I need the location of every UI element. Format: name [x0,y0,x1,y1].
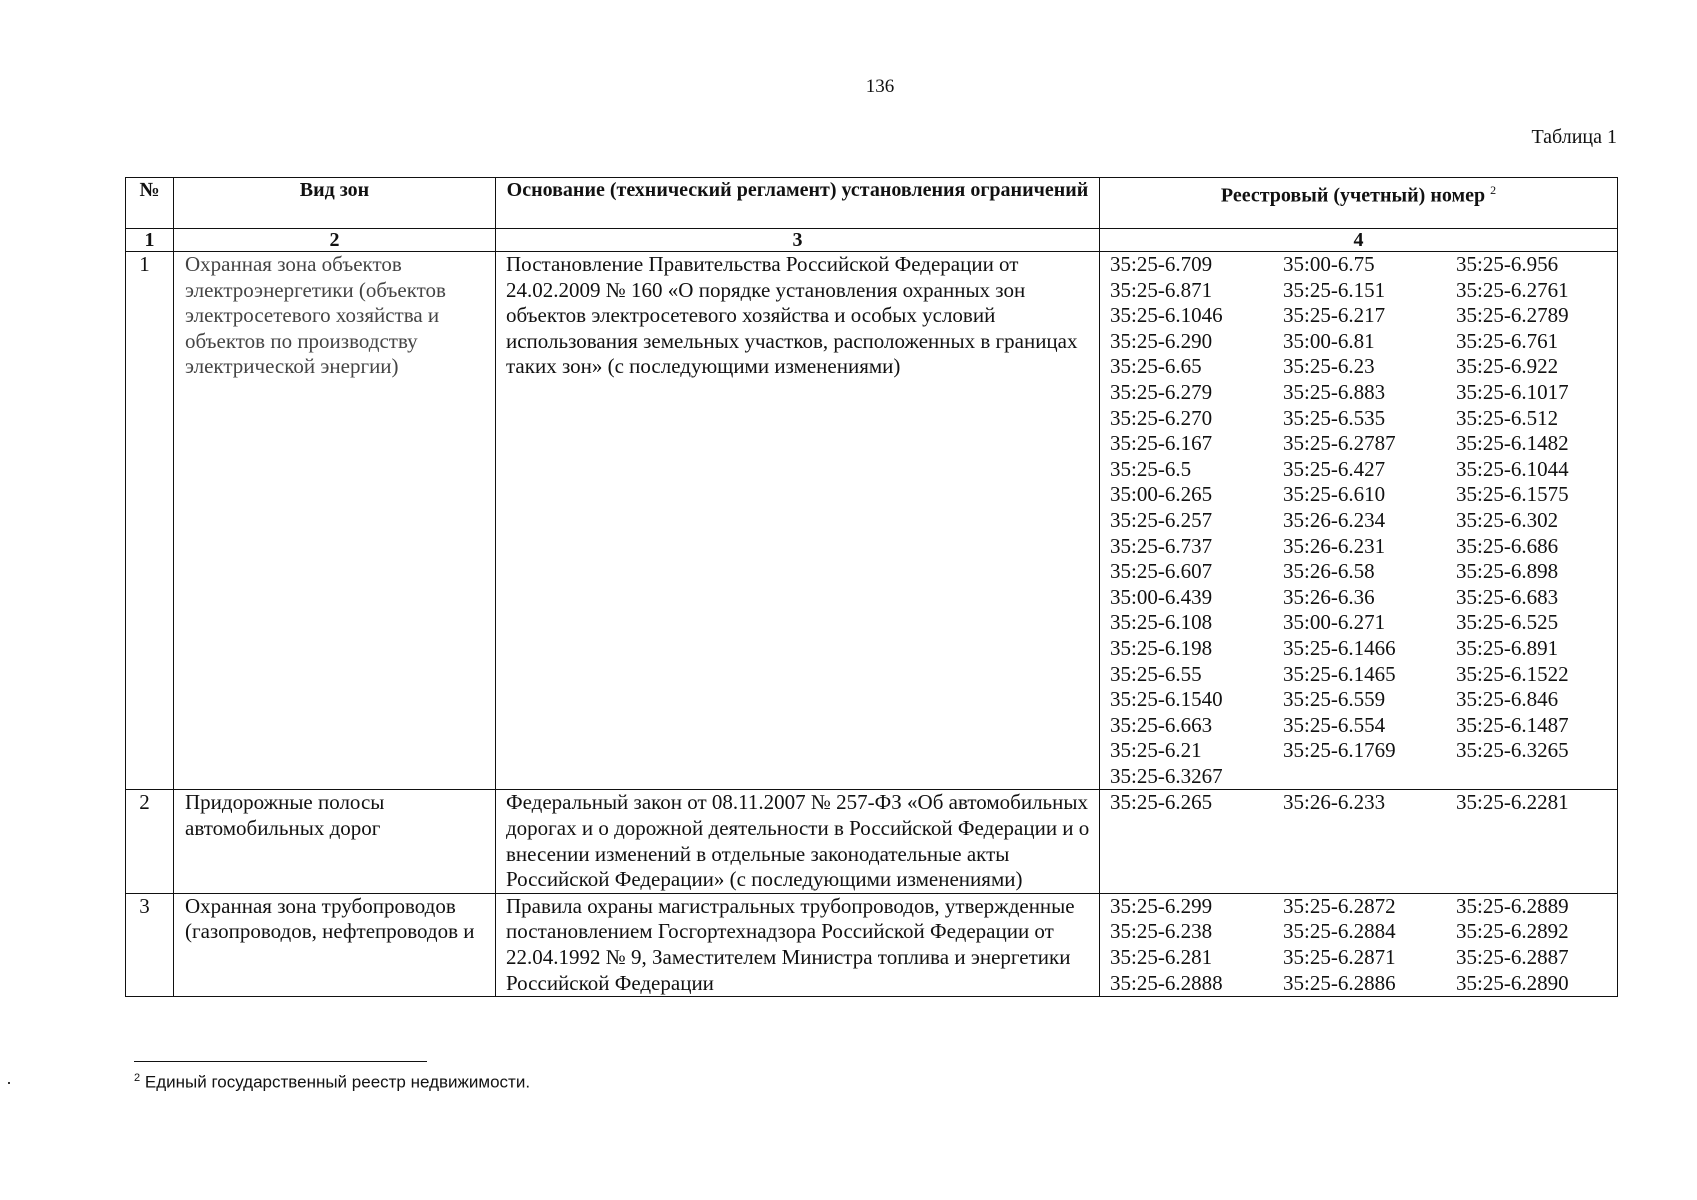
registry-code: 35:25-6.1487 [1456,712,1569,737]
scan-speck [8,1082,10,1084]
registry-code: 35:25-6.846 [1456,687,1559,712]
registry-numbers-cell [1100,893,1618,996]
basis-cell: Правила охраны магистральных трубопроводов, утвержденные постановлением Госгортехнадзора Российской Федерации от 22.04.1992 № 9, Заместителем Министра топлива и энергетики Российской Федерации [496,893,1100,996]
registry-code: 35:25-6.922 [1456,354,1559,379]
registry-code: 35:25-6.265 [1110,790,1213,815]
registry-code: 35:25-6.2281 [1456,790,1569,815]
registry-code: 35:25-6.217 [1283,303,1386,328]
registry-code: 35:25-6.281 [1110,945,1213,970]
column-number: 3 [496,229,1100,252]
row-number: 3 [139,893,150,918]
registry-code: 35:26-6.58 [1283,559,1375,584]
registry-code: 35:25-6.23 [1283,354,1375,379]
footnote-divider [134,1061,427,1062]
registry-code: 35:25-6.1466 [1283,635,1396,660]
registry-code: 35:25-6.559 [1283,687,1386,712]
registry-code-list [1100,790,1617,816]
registry-code: 35:25-6.299 [1110,893,1213,918]
registry-code: 35:25-6.535 [1283,405,1386,430]
registry-code: 35:25-6.2761 [1456,277,1569,302]
table-row [126,893,1618,996]
registry-code: 35:25-6.65 [1110,354,1202,379]
registry-code: 35:25-6.2886 [1283,970,1396,995]
restrictions-table [125,177,1618,997]
zone-type-cell: Придорожные полосы автомобильных дорог [174,790,496,893]
registry-code: 35:25-6.891 [1456,635,1559,660]
registry-code: 35:25-6.2871 [1283,945,1396,970]
registry-code: 35:25-6.55 [1110,661,1202,686]
registry-code: 35:26-6.233 [1283,790,1386,815]
registry-code: 35:25-6.686 [1456,533,1559,558]
footnote-mark: 2 [134,1072,141,1084]
table-row [126,252,1618,790]
registry-code: 35:25-6.898 [1456,559,1559,584]
registry-code: 35:25-6.956 [1456,252,1559,276]
registry-code: 35:25-6.883 [1283,379,1386,404]
column-number: 4 [1100,229,1618,252]
table-caption: Таблица 1 [1531,126,1617,148]
row-number-cell [126,252,174,790]
registry-code: 35:25-6.2884 [1283,919,1396,944]
registry-code: 35:25-6.2787 [1283,431,1396,456]
registry-code: 35:25-6.761 [1456,328,1559,353]
registry-code: 35:25-6.512 [1456,405,1559,430]
registry-code: 35:25-6.2887 [1456,945,1569,970]
row-number: 2 [139,790,150,815]
registry-code: 35:25-6.525 [1456,610,1559,635]
column-number: 1 [126,229,174,252]
registry-code: 35:25-6.1540 [1110,687,1223,712]
registry-code: 35:25-6.610 [1283,482,1386,507]
registry-code: 35:25-6.270 [1110,405,1213,430]
zone-type-cell: Охранная зона объектов электроэнергетики (объектов электросетевого хозяйства и объектов по производству электрической энергии) [174,252,496,790]
basis-cell: Федеральный закон от 08.11.2007 № 257-ФЗ «Об автомобильных дорогах и о дорожной деятельности в Российской Федерации и о внесении изменений в отдельные законодательные акты Российской Федерации» (с последующими изменениями) [496,790,1100,893]
registry-code: 35:25-6.108 [1110,610,1213,635]
table-header-row [126,178,1618,229]
registry-code: 35:25-6.290 [1110,328,1213,353]
registry-code: 35:25-6.1482 [1456,431,1569,456]
registry-code: 35:25-6.1465 [1283,661,1396,686]
registry-code: 35:25-6.2892 [1456,919,1569,944]
row-number-cell [126,790,174,893]
footnote-text: Единый государственный реестр недвижимости. [144,1072,531,1092]
registry-numbers-cell [1100,790,1618,893]
registry-code: 35:25-6.3265 [1456,738,1569,763]
registry-code: 35:26-6.231 [1283,533,1386,558]
registry-code: 35:25-6.871 [1110,277,1213,302]
footnote-ref: 2 [1490,183,1497,197]
header-registry-number [1100,178,1618,229]
registry-code: 35:25-6.554 [1283,712,1386,737]
registry-code: 35:25-6.3267 [1110,763,1223,788]
row-number-cell [126,893,174,996]
page-number: 136 [865,76,895,97]
registry-code: 35:25-6.2889 [1456,893,1569,918]
registry-code: 35:25-6.607 [1110,559,1213,584]
row-number: 1 [139,252,150,276]
registry-code: 35:25-6.1575 [1456,482,1569,507]
registry-code: 35:25-6.2789 [1456,303,1569,328]
registry-code: 35:00-6.81 [1283,328,1375,353]
registry-code: 35:25-6.1769 [1283,738,1396,763]
table-row [126,790,1618,893]
registry-code-list [1100,252,1617,789]
registry-code: 35:25-6.663 [1110,712,1213,737]
registry-code: 35:26-6.36 [1283,584,1375,609]
registry-code: 35:25-6.1044 [1456,456,1569,481]
registry-code: 35:25-6.167 [1110,431,1213,456]
registry-code: 35:25-6.427 [1283,456,1386,481]
registry-code: 35:25-6.198 [1110,635,1213,660]
registry-code: 35:00-6.271 [1283,610,1386,635]
registry-code: 35:25-6.737 [1110,533,1213,558]
registry-code: 35:25-6.302 [1456,507,1559,532]
registry-code: 35:25-6.2872 [1283,893,1396,918]
registry-code: 35:25-6.1522 [1456,661,1569,686]
registry-code: 35:25-6.683 [1456,584,1559,609]
registry-code: 35:25-6.709 [1110,252,1213,276]
basis-cell: Постановление Правительства Российской Федерации от 24.02.2009 № 160 «О порядке установления охранных зон объектов электросетевого хозяйства и особых условий использования земельных участков, расположенных в границах таких зон» (с последующими изменениями) [496,252,1100,790]
header-no: № [126,178,174,229]
registry-code: 35:26-6.234 [1283,507,1386,532]
registry-code: 35:00-6.75 [1283,252,1375,276]
header-zone-type: Вид зон [174,178,496,229]
registry-code-list [1100,894,1617,996]
registry-code: 35:25-6.2888 [1110,970,1223,995]
registry-code: 35:25-6.279 [1110,379,1213,404]
footnote [134,1072,530,1093]
registry-code: 35:25-6.2890 [1456,970,1569,995]
registry-code: 35:25-6.21 [1110,738,1202,763]
column-number: 2 [174,229,496,252]
registry-code: 35:25-6.1017 [1456,379,1569,404]
registry-code: 35:25-6.257 [1110,507,1213,532]
registry-code: 35:25-6.238 [1110,919,1213,944]
registry-code: 35:00-6.265 [1110,482,1213,507]
header-basis: Основание (технический регламент) установления ограничений [496,178,1100,229]
zone-type-cell: Охранная зона трубопроводов (газопроводов, нефтепроводов и [174,893,496,996]
registry-code: 35:25-6.151 [1283,277,1386,302]
registry-numbers-cell [1100,252,1618,790]
header-registry-label: Реестровый (учетный) номер [1220,184,1486,207]
column-number-row [126,229,1618,252]
registry-code: 35:00-6.439 [1110,584,1213,609]
registry-code: 35:25-6.5 [1110,456,1192,481]
registry-code: 35:25-6.1046 [1110,303,1223,328]
